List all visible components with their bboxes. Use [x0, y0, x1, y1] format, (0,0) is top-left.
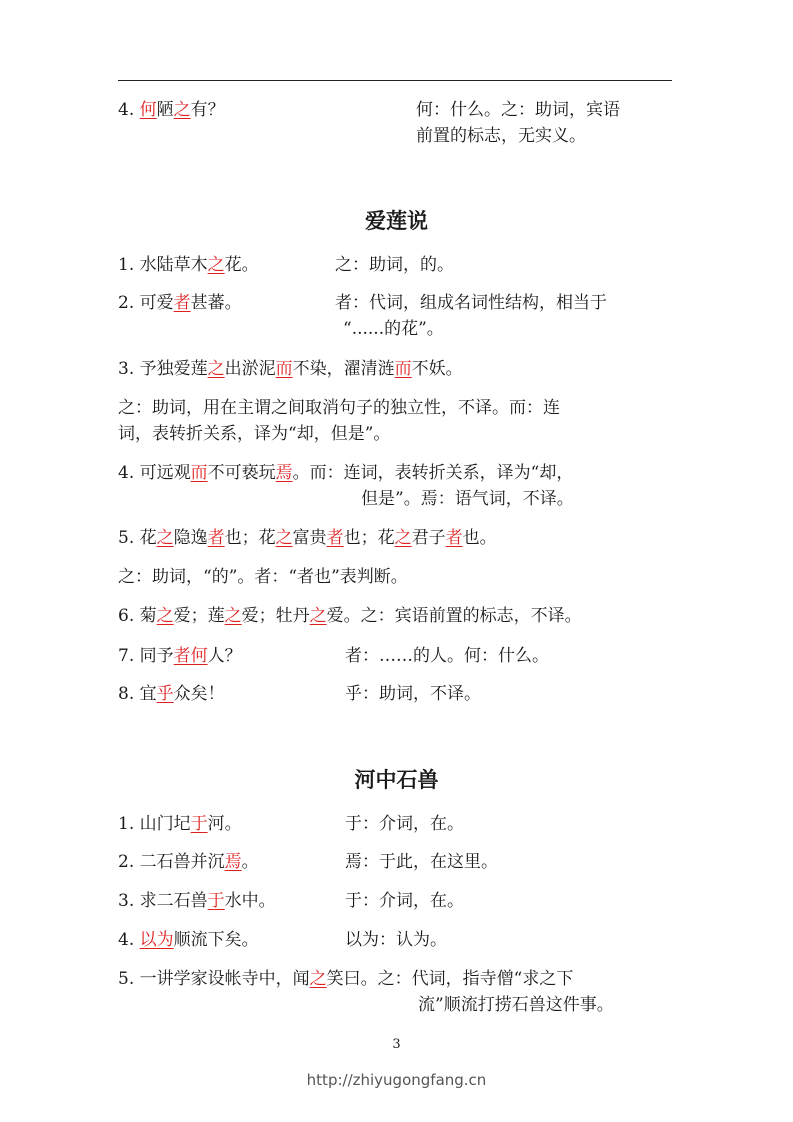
section-title-hezhong: 河中石兽 [354, 768, 439, 792]
hezhong-item-4 [118, 930, 259, 950]
text: 6. 菊 [118, 606, 157, 626]
highlight-word: 焉 [275, 463, 293, 483]
text: 顺流下矣。 [173, 930, 259, 950]
text: 陋 [156, 100, 174, 120]
text: 笑曰。之：代词，指寺僧“求之下 [326, 969, 574, 989]
highlight-word: 之 [156, 528, 174, 548]
hezhong-item-3 [118, 891, 276, 911]
text: 7. 同予 [118, 646, 174, 666]
ailian-item-8-note: 乎：助词，不译。 [345, 684, 481, 704]
text: 5. 一讲学家设帐寺中，闻 [118, 969, 310, 989]
ailian-item-1-note: 之：助词，的。 [335, 255, 454, 275]
ailian-item-2 [118, 293, 242, 313]
highlight-word: 者 [207, 528, 225, 548]
highlight-word: 之 [309, 969, 327, 989]
text: 4. 可远观 [118, 463, 191, 483]
text: 甚蕃。 [190, 293, 242, 313]
top-item-4-note-1: 何：什么。之：助词，宾语 [416, 100, 620, 120]
text: 2. 二石兽并沉 [118, 852, 225, 872]
highlight-word: 之 [275, 528, 293, 548]
header-rule [118, 80, 672, 81]
highlight-word: 之 [156, 606, 174, 626]
hezhong-item-3-note: 于：介词，在。 [345, 891, 464, 911]
highlight-word: 而 [190, 463, 208, 483]
text: 不染，濯清涟 [292, 359, 395, 379]
item-number: 4. [118, 100, 135, 120]
highlight-word: 之 [173, 100, 191, 120]
ailian-item-8 [118, 684, 225, 704]
ailian-item-5 [118, 528, 497, 548]
text: 爱。之：宾语前置的标志，不译。 [326, 606, 582, 626]
hezhong-item-5-note-2: 流”顺流打捞石兽这件事。 [418, 995, 614, 1015]
highlight-word: 者 [445, 528, 463, 548]
top-item-4-note-2: 前置的标志，无实义。 [416, 126, 586, 146]
text: 。而：连词，表转折关系，译为“却， [292, 463, 574, 483]
text: 3. 予独爱莲 [118, 359, 208, 379]
highlight-word: 何 [139, 100, 157, 120]
ailian-item-4 [118, 463, 573, 483]
highlight-word: 之 [207, 255, 225, 275]
highlight-word: 以为 [139, 930, 174, 950]
hezhong-item-1 [118, 814, 242, 834]
text: 河。 [207, 814, 242, 834]
ailian-item-3 [118, 359, 463, 379]
text: 出淤泥 [224, 359, 276, 379]
highlight-word: 于 [207, 891, 225, 911]
text: 不可亵玩 [207, 463, 276, 483]
text: 有？ [190, 100, 225, 120]
section-title-ailian: 爱莲说 [365, 209, 428, 233]
top-item-4 [118, 100, 225, 120]
text: 。 [241, 852, 259, 872]
ailian-item-3-note-1: 之：助词，用在主谓之间取消句子的独立性，不译。而：连 [118, 398, 560, 418]
hezhong-item-5 [118, 969, 573, 989]
ailian-item-2-note-2: “......的花”。 [343, 319, 444, 339]
text: 爱；莲 [173, 606, 225, 626]
highlight-word: 而 [275, 359, 293, 379]
ailian-item-5-note: 之：助词，“的”。者：“者也”表判断。 [118, 567, 408, 587]
text: 8. 宜 [118, 684, 157, 704]
highlight-word: 者 [173, 293, 191, 313]
ailian-item-1 [118, 255, 259, 275]
footer-url: http://zhiyugongfang.cn [306, 1071, 487, 1089]
text: 3. 求二石兽 [118, 891, 208, 911]
text: 隐逸 [173, 528, 208, 548]
hezhong-item-1-note: 于：介词，在。 [345, 814, 464, 834]
text: 也；花 [224, 528, 276, 548]
highlight-word: 焉 [224, 852, 242, 872]
text: 4. [118, 930, 140, 950]
page-number: 3 [392, 1037, 401, 1052]
text: 5. 花 [118, 528, 157, 548]
highlight-word: 之 [207, 359, 225, 379]
text: 人？ [207, 646, 242, 666]
highlight-word: 于 [190, 814, 208, 834]
ailian-item-4-note-2: 但是”。焉：语气词，不译。 [361, 489, 574, 509]
text: 爱；牡丹 [241, 606, 310, 626]
ailian-item-2-note-1: 者：代词，组成名词性结构，相当于 [335, 293, 607, 313]
ailian-item-7-note: 者：……的人。何：什么。 [345, 646, 549, 666]
highlight-word: 之 [309, 606, 327, 626]
highlight-word: 之 [224, 606, 242, 626]
hezhong-item-2-note: 焉：于此，在这里。 [345, 852, 498, 872]
ailian-item-6 [118, 606, 582, 626]
text: 花。 [224, 255, 259, 275]
highlight-word: 而 [394, 359, 412, 379]
text: 水中。 [224, 891, 276, 911]
text: 2. 可爱 [118, 293, 174, 313]
highlight-word: 者 [326, 528, 344, 548]
highlight-word: 之 [394, 528, 412, 548]
ailian-item-7 [118, 646, 242, 666]
text: 1. 水陆草木 [118, 255, 208, 275]
text: 不妖。 [411, 359, 463, 379]
ailian-item-3-note-2: 词，表转折关系，译为“却，但是”。 [118, 424, 391, 444]
text: 也；花 [343, 528, 395, 548]
hezhong-item-4-note: 以为：认为。 [345, 930, 447, 950]
text: 富贵 [292, 528, 327, 548]
highlight-word: 者何 [173, 646, 208, 666]
text: 也。 [462, 528, 497, 548]
text: 1. 山门圮 [118, 814, 191, 834]
text: 君子 [411, 528, 446, 548]
text: 众矣！ [173, 684, 225, 704]
hezhong-item-2 [118, 852, 259, 872]
highlight-word: 乎 [156, 684, 174, 704]
